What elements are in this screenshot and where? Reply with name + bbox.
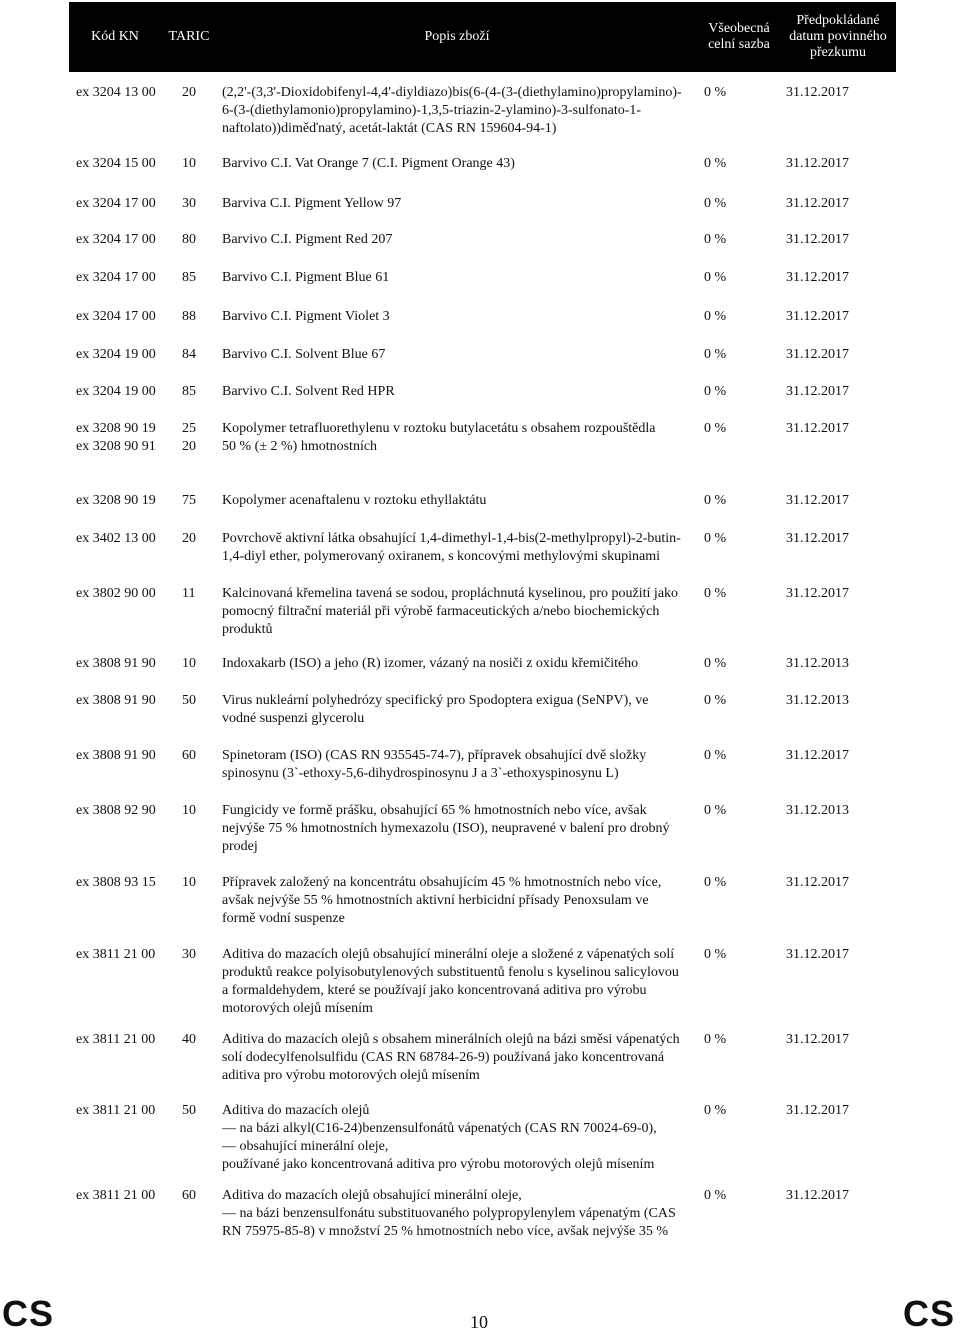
cell-kod-kn — [76, 946, 186, 964]
kod-kn-value: ex 3204 17 00 — [76, 196, 156, 211]
cell-taric — [182, 692, 212, 710]
cell-kod-kn — [76, 420, 186, 456]
cell-popis — [222, 155, 696, 173]
taric-value: 85 — [182, 384, 196, 399]
popis-line: vodné suspenzi glycerolu — [222, 711, 365, 726]
cell-taric — [182, 84, 212, 102]
popis-line: Kalcinovaná křemelina tavená se sodou, propláchnutá kyselinou, pro použití jako — [222, 586, 679, 601]
cell-kod-kn — [76, 874, 186, 892]
cell-datum-prezkumu: 31.12.2017 — [786, 347, 849, 362]
cell-kod-kn — [76, 346, 186, 364]
cell-celni-sazba: 0 % — [704, 384, 727, 399]
cell-celni-sazba: 0 % — [704, 1032, 727, 1047]
taric-value: 10 — [182, 156, 196, 171]
kod-kn-value: ex 3808 92 90 — [76, 803, 156, 818]
cell-kod-kn — [76, 655, 186, 673]
taric-value: 84 — [182, 347, 196, 362]
cell-datum-prezkumu: 31.12.2017 — [786, 156, 849, 171]
cell-kod-kn — [76, 492, 186, 510]
popis-line: formě vodní suspenze — [222, 911, 345, 926]
cell-taric — [182, 655, 212, 673]
cell-celni-sazba: 0 % — [704, 156, 727, 171]
cell-popis — [222, 231, 696, 249]
kod-kn-value: ex 3204 13 00 — [76, 85, 156, 100]
cell-datum-prezkumu: 31.12.2017 — [786, 875, 849, 890]
cell-datum-prezkumu: 31.12.2017 — [786, 748, 849, 763]
taric-value: 20 — [182, 85, 196, 100]
cell-popis — [222, 692, 696, 728]
taric-value: 50 — [182, 1103, 196, 1118]
taric-value: 40 — [182, 1032, 196, 1047]
cell-celni-sazba: 0 % — [704, 232, 727, 247]
cell-popis — [222, 308, 696, 326]
popis-line: Barviva C.I. Pigment Yellow 97 — [222, 196, 402, 211]
cell-kod-kn — [76, 692, 186, 710]
popis-line: produktů reakce polyisobutylenových substituentů fenolu s kyselinou salicylovou — [222, 965, 679, 980]
taric-value: 25 — [182, 421, 196, 436]
cell-kod-kn — [76, 585, 186, 603]
cell-celni-sazba: 0 % — [704, 656, 727, 671]
cell-datum-prezkumu: 31.12.2017 — [786, 232, 849, 247]
taric-value: 60 — [182, 1188, 196, 1203]
cell-popis — [222, 383, 696, 401]
kod-kn-value: ex 3208 90 91 — [76, 439, 156, 454]
cell-kod-kn — [76, 1102, 186, 1120]
cell-taric — [182, 1187, 212, 1205]
cell-popis — [222, 747, 696, 783]
header-datum-line: Předpokládané — [796, 13, 880, 28]
cell-datum-prezkumu: 31.12.2017 — [786, 85, 849, 100]
taric-value: 11 — [182, 586, 196, 601]
cell-datum-prezkumu: 31.12.2017 — [786, 1188, 849, 1203]
cell-kod-kn — [76, 155, 186, 173]
popis-line: — obsahující minerální oleje, — [222, 1139, 389, 1154]
cell-taric — [182, 195, 212, 213]
cell-popis — [222, 420, 696, 456]
popis-line: a formaldehydem, které se používají jako koncentrovaná aditiva pro výrobu — [222, 983, 647, 998]
cell-celni-sazba: 0 % — [704, 1103, 727, 1118]
cell-celni-sazba: 0 % — [704, 748, 727, 763]
cell-celni-sazba: 0 % — [704, 309, 727, 324]
taric-value: 10 — [182, 875, 196, 890]
cell-taric — [182, 383, 212, 401]
taric-value: 80 — [182, 232, 196, 247]
popis-line: Barvivo C.I. Solvent Red HPR — [222, 384, 395, 399]
cell-taric — [182, 1102, 212, 1120]
kod-kn-value: ex 3808 91 90 — [76, 748, 156, 763]
cell-celni-sazba: 0 % — [704, 270, 727, 285]
popis-line: Aditiva do mazacích olejů — [222, 1103, 370, 1118]
taric-value: 75 — [182, 493, 196, 508]
kod-kn-value: ex 3811 21 00 — [76, 1188, 156, 1203]
kod-kn-value: ex 3208 90 19 — [76, 421, 156, 436]
taric-value: 60 — [182, 748, 196, 763]
taric-value: 10 — [182, 656, 196, 671]
kod-kn-value: ex 3808 93 15 — [76, 875, 156, 890]
cell-datum-prezkumu: 31.12.2013 — [786, 656, 849, 671]
cell-taric — [182, 420, 212, 456]
cell-celni-sazba: 0 % — [704, 85, 727, 100]
cell-kod-kn — [76, 383, 186, 401]
popis-line: Barvivo C.I. Pigment Blue 61 — [222, 270, 390, 285]
kod-kn-value: ex 3808 91 90 — [76, 693, 156, 708]
cell-taric — [182, 530, 212, 548]
kod-kn-value: ex 3811 21 00 — [76, 1032, 156, 1047]
cell-celni-sazba: 0 % — [704, 196, 727, 211]
popis-line: avšak nejvýše 55 % hmotnostních aktivní herbicidní přísady Penoxsulam ve — [222, 893, 649, 908]
cell-popis — [222, 1102, 696, 1174]
cell-datum-prezkumu: 31.12.2013 — [786, 693, 849, 708]
kod-kn-value: ex 3811 21 00 — [76, 1103, 156, 1118]
cell-celni-sazba: 0 % — [704, 586, 727, 601]
cell-kod-kn — [76, 231, 186, 249]
cell-celni-sazba: 0 % — [704, 493, 727, 508]
cell-taric — [182, 231, 212, 249]
cell-popis — [222, 195, 696, 213]
cell-datum-prezkumu: 31.12.2017 — [786, 1103, 849, 1118]
page-number: 10 — [470, 1312, 488, 1332]
header-kod-kn: Kód KN — [91, 29, 139, 44]
cell-kod-kn — [76, 308, 186, 326]
popis-line: produktů — [222, 622, 273, 637]
taric-value: 20 — [182, 439, 196, 454]
popis-line: Aditiva do mazacích olejů s obsahem minerálních olejů na bázi směsi vápenatých — [222, 1032, 680, 1047]
cell-taric — [182, 874, 212, 892]
header-datum-prezkumu — [781, 2, 895, 72]
cell-datum-prezkumu: 31.12.2017 — [786, 421, 849, 436]
kod-kn-value: ex 3204 19 00 — [76, 384, 156, 399]
kod-kn-value: ex 3802 90 00 — [76, 586, 156, 601]
cell-celni-sazba: 0 % — [704, 875, 727, 890]
cell-popis — [222, 655, 696, 673]
taric-value: 88 — [182, 309, 196, 324]
cell-taric — [182, 585, 212, 603]
popis-line: Barvivo C.I. Vat Orange 7 (C.I. Pigment Orange 43) — [222, 156, 515, 171]
kod-kn-value: ex 3811 21 00 — [76, 947, 156, 962]
cell-popis — [222, 346, 696, 364]
cell-kod-kn — [76, 84, 186, 102]
cell-datum-prezkumu: 31.12.2013 — [786, 803, 849, 818]
cell-taric — [182, 308, 212, 326]
popis-line: 1,4-diyl ether, polymerovaný oxiranem, s koncovými methylovými skupinami — [222, 549, 661, 564]
popis-line: Povrchově aktivní látka obsahující 1,4-dimethyl-1,4-bis(2-methylpropyl)-2-butin- — [222, 531, 681, 546]
cell-kod-kn — [76, 747, 186, 765]
popis-line: Barvivo C.I. Pigment Violet 3 — [222, 309, 390, 324]
popis-line: motorových olejů mísením — [222, 1001, 373, 1016]
cell-taric — [182, 155, 212, 173]
cell-taric — [182, 946, 212, 964]
cell-datum-prezkumu: 31.12.2017 — [786, 384, 849, 399]
cell-taric — [182, 346, 212, 364]
cell-datum-prezkumu: 31.12.2017 — [786, 196, 849, 211]
header-taric: TARIC — [168, 29, 210, 44]
cell-celni-sazba: 0 % — [704, 531, 727, 546]
popis-line: nejvýše 75 % hmotnostních hymexazolu (ISO), neupravené v balení pro drobný — [222, 821, 670, 836]
popis-line: Kopolymer acenaftalenu v roztoku ethyllaktátu — [222, 493, 487, 508]
popis-line: Barvivo C.I. Pigment Red 207 — [222, 232, 393, 247]
cell-taric — [182, 747, 212, 765]
popis-line: RN 75975-85-8) v množství 25 % hmotnostních nebo více, avšak nejvýše 35 % — [222, 1224, 668, 1239]
popis-line: Přípravek založený na koncentrátu obsahujícím 45 % hmotnostních nebo více, — [222, 875, 662, 890]
cell-datum-prezkumu: 31.12.2017 — [786, 531, 849, 546]
kod-kn-value: ex 3204 19 00 — [76, 347, 156, 362]
cell-kod-kn — [76, 195, 186, 213]
taric-value: 85 — [182, 270, 196, 285]
cell-popis — [222, 492, 696, 510]
cell-datum-prezkumu: 31.12.2017 — [786, 270, 849, 285]
popis-line: Aditiva do mazacích olejů obsahující minerální oleje, — [222, 1188, 522, 1203]
taric-value: 30 — [182, 196, 196, 211]
footer-language-code-right: CS — [903, 1293, 956, 1334]
popis-line: pomocný filtrační materiál při výrobě farmaceutických a/nebo biochemických — [222, 604, 660, 619]
cell-celni-sazba: 0 % — [704, 421, 727, 436]
popis-line: — na bázi alkyl(C16-24)benzensulfonátů vápenatých (CAS RN 70024-69-0), — [222, 1121, 657, 1136]
cell-datum-prezkumu: 31.12.2017 — [786, 586, 849, 601]
header-popis: Popis zboží — [424, 29, 490, 44]
popis-line: Spinetoram (ISO) (CAS RN 935545-74-7), přípravek obsahující dvě složky — [222, 748, 647, 763]
kod-kn-value: ex 3808 91 90 — [76, 656, 156, 671]
kod-kn-value: ex 3204 17 00 — [76, 232, 156, 247]
popis-line: prodej — [222, 839, 258, 854]
cell-popis — [222, 874, 696, 928]
cell-datum-prezkumu: 31.12.2017 — [786, 947, 849, 962]
cell-celni-sazba: 0 % — [704, 947, 727, 962]
cell-datum-prezkumu: 31.12.2017 — [786, 493, 849, 508]
cell-datum-prezkumu: 31.12.2017 — [786, 1032, 849, 1047]
cell-kod-kn — [76, 1031, 186, 1049]
cell-taric — [182, 802, 212, 820]
header-celni-line: celní sazba — [708, 37, 770, 52]
popis-line: Virus nukleární polyhedrózy specifický pro Spodoptera exigua (SeNPV), ve — [222, 693, 649, 708]
cell-taric — [182, 492, 212, 510]
popis-line: aditiva pro výrobu motorových olejů mísením — [222, 1068, 480, 1083]
cell-celni-sazba: 0 % — [704, 803, 727, 818]
cell-popis — [222, 530, 696, 566]
kod-kn-value: ex 3208 90 19 — [76, 493, 156, 508]
popis-line: Aditiva do mazacích olejů obsahující minerální oleje a složené z vápenatých solí — [222, 947, 675, 962]
popis-line: Barvivo C.I. Solvent Blue 67 — [222, 347, 386, 362]
popis-line: 50 % (± 2 %) hmotnostních — [222, 439, 378, 454]
popis-line: Fungicidy ve formě prášku, obsahující 65 % hmotnostních nebo více, avšak — [222, 803, 647, 818]
cell-popis — [222, 946, 696, 1018]
taric-value: 30 — [182, 947, 196, 962]
cell-popis — [222, 802, 696, 856]
popis-line: naftolato))diměďnatý, acetát-laktát (CAS RN 159604-94-1) — [222, 121, 557, 136]
cell-popis — [222, 269, 696, 287]
cell-kod-kn — [76, 530, 186, 548]
cell-kod-kn — [76, 802, 186, 820]
cell-popis — [222, 84, 696, 138]
cell-popis — [222, 1187, 696, 1241]
taric-value: 20 — [182, 531, 196, 546]
cell-kod-kn — [76, 1187, 186, 1205]
popis-line: Kopolymer tetrafluorethylenu v roztoku butylacetátu s obsahem rozpouštědla — [222, 421, 656, 436]
kod-kn-value: ex 3204 17 00 — [76, 270, 156, 285]
cell-popis — [222, 585, 696, 639]
taric-value: 10 — [182, 803, 196, 818]
kod-kn-value: ex 3204 15 00 — [76, 156, 156, 171]
header-celni-line: Všeobecná — [708, 21, 770, 36]
cell-celni-sazba: 0 % — [704, 1188, 727, 1203]
cell-taric — [182, 1031, 212, 1049]
footer-language-code-left: CS — [2, 1293, 55, 1334]
popis-line: solí dodecylfenolsulfidu (CAS RN 68784-26-9) používaná jako koncentrovaná — [222, 1050, 665, 1065]
kod-kn-value: ex 3402 13 00 — [76, 531, 156, 546]
popis-line: — na bázi benzensulfonátu substituovaného polypropylenylem vápenatým (CAS — [222, 1206, 676, 1221]
cell-taric — [182, 269, 212, 287]
cell-popis — [222, 1031, 696, 1085]
table-header — [69, 2, 896, 72]
header-celni-sazba — [695, 2, 783, 72]
popis-line: používané jako koncentrovaná aditiva pro výrobu motorových olejů mísením — [222, 1157, 655, 1172]
taric-value: 50 — [182, 693, 196, 708]
popis-line: 6-(3-(diethylamonio)propylamino)-1,3,5-triazin-2-ylamino)-3-sulfonato-1- — [222, 103, 642, 118]
cell-celni-sazba: 0 % — [704, 693, 727, 708]
popis-line: spinosynu (3`-ethoxy-5,6-dihydrospinosynu J a 3`-ethoxyspinosynu L) — [222, 766, 619, 781]
cell-celni-sazba: 0 % — [704, 347, 727, 362]
header-datum-line: datum povinného — [789, 29, 887, 44]
kod-kn-value: ex 3204 17 00 — [76, 309, 156, 324]
popis-line: Indoxakarb (ISO) a jeho (R) izomer, vázaný na nosiči z oxidu křemičitého — [222, 656, 639, 671]
header-datum-line: přezkumu — [810, 45, 866, 60]
popis-line: (2,2'-(3,3'-Dioxidobifenyl-4,4'-diyldiazo)bis(6-(4-(3-(diethylamino)propylamino)- — [222, 85, 682, 100]
cell-datum-prezkumu: 31.12.2017 — [786, 309, 849, 324]
cell-kod-kn — [76, 269, 186, 287]
